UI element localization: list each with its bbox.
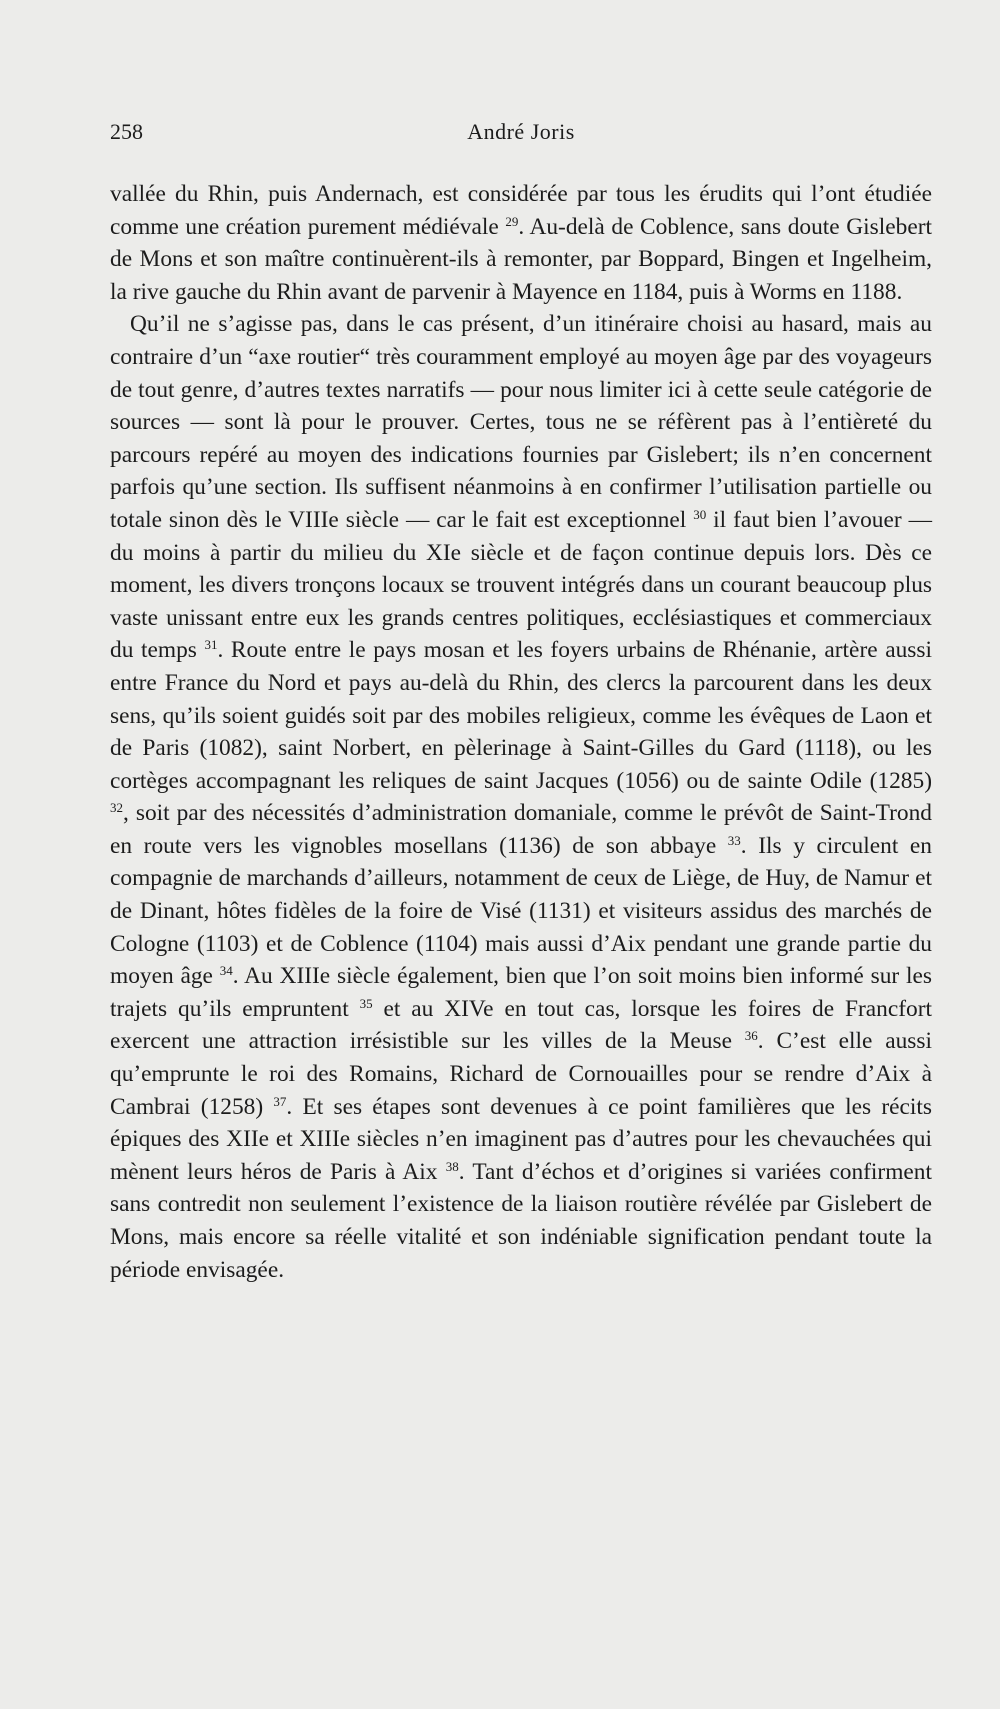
text-run: . Au XIIIe siècle également, bien que l’on soit moins bien informé sur les trajets qu’ils empruntent (110, 963, 932, 1022)
footnote-ref: 29 (505, 213, 519, 229)
running-head: André Joris (467, 119, 575, 144)
text-run: il faut bien l’avouer — du moins à partir du milieu du XIe siècle et de façon continue depuis lors. Dès ce moment, les divers tronçons locaux se trouvent intégrés dans un courant beaucoup plus vaste unissant entre eux les grands centres politiques, ecclésiastiques et commerciaux du temps (110, 506, 932, 664)
footnote-ref: 36 (744, 1028, 758, 1044)
paragraph (110, 178, 932, 308)
footnote-ref: 32 (110, 800, 123, 816)
footnote-ref: 30 (693, 506, 707, 522)
footnote-ref: 33 (727, 832, 741, 848)
text-run: Qu’il ne s’agisse pas, dans le cas présent, d’un itinéraire choisi au hasard, mais au contraire d’un “axe routier“ très couramment employé au moyen âge par des voyageurs de tout genre, d’autres textes narratifs — pour nous limiter ici à cette seule catégorie de sources — sont là pour le prouver. Certes, tous ne se réfèrent pas à l’entièreté du parcours repéré au moyen des indications fournies par Gislebert; ils n’en concernent parfois qu’une section. Ils suffisent néanmoins à en confirmer l’utilisation partielle ou totale sinon dès le VIIIe siècle — car le fait est exceptionnel (110, 311, 932, 533)
footnote-ref: 31 (204, 637, 218, 653)
text-run: . Route entre le pays mosan et les foyers urbains de Rhénanie, artère aussi entre France du Nord et pays au-delà du Rhin, des clercs la parcourent dans les deux sens, qu’ils soient guidés soit par des mobiles religieux, comme les évêques de Laon et de Paris (1082), saint Norbert, en pèlerinage à Saint-Gilles du Gard (1118), ou les cortèges accompagnant les reliques de saint Jacques (1056) ou de sainte Odile (1285) (110, 637, 932, 794)
body-text (110, 178, 932, 1286)
text-run: . Ils y circulent en compagnie de marchands d’ailleurs, notamment de ceux de Liège, de Huy, de Namur et de Dinant, hôtes fidèles de la foire de Visé (1131) et visiteurs assidus des marchés de Cologne (1103) et de Coblence (1104) mais aussi d’Aix pendant une grande partie du moyen âge (110, 832, 932, 990)
footnote-ref: 35 (359, 995, 373, 1011)
text-run: vallée du Rhin, puis Andernach, est considérée par tous les érudits qui l’ont étudiée comme une création purement médiévale (110, 181, 932, 240)
text-run: . Et ses étapes sont devenues à ce point familières que les récits épiques des XIIe et XIIIe siècles n’en imaginent pas d’autres pour les chevauchées qui mènent leurs héros de Paris à Aix (110, 1093, 932, 1185)
text-run: . Tant d’échos et d’origines si variées confirment sans contredit non seulement l’existence de la liaison routière révélée par Gislebert de Mons, mais encore sa réelle vitalité et son indéniable signification pendant toute la période envisagée. (110, 1158, 932, 1283)
footnote-ref: 38 (445, 1158, 459, 1174)
text-run: . Au-delà de Coblence, sans doute Gislebert de Mons et son maître continuèrent-ils à remonter, par Boppard, Bingen et Ingelheim, la rive gauche du Rhin avant de parvenir à Mayence en 1184, puis à Worms en 1188. (110, 213, 932, 305)
page-header (110, 116, 932, 148)
text-run: et au XIVe en tout cas, lorsque les foires de Francfort exercent une attraction irrésistible sur les villes de la Meuse (110, 995, 932, 1055)
paragraph (110, 308, 932, 1286)
text-run: , soit par des nécessités d’administration domaniale, comme le prévôt de Saint-Trond en route vers les vignobles mosellans (1136) de son abbaye (110, 800, 932, 859)
text-run: . C’est elle aussi qu’emprunte le roi des Romains, Richard de Cornouailles pour se rendre d’Aix à Cambrai (1258) (110, 1028, 932, 1120)
page-number: 258 (110, 119, 143, 144)
footnote-ref: 34 (219, 963, 233, 979)
footnote-ref: 37 (273, 1093, 287, 1109)
